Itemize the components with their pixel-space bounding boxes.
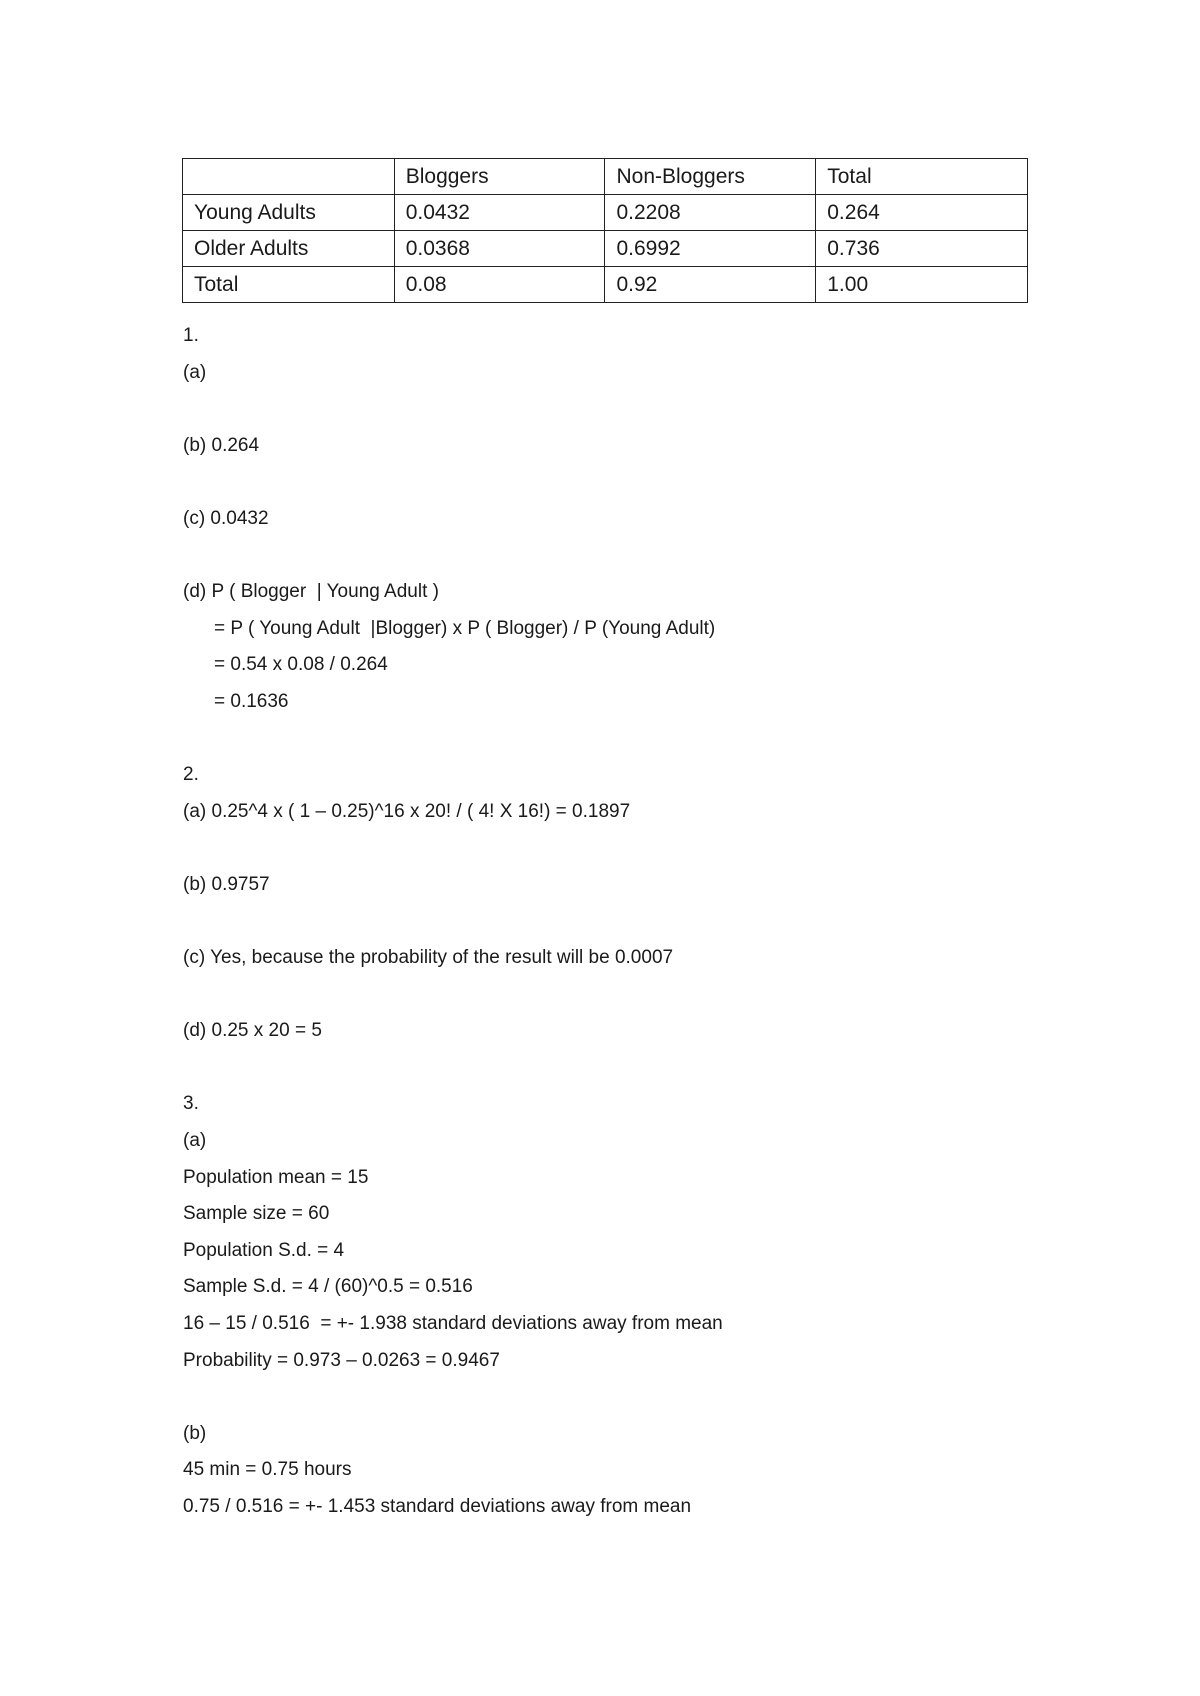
table-cell: Young Adults [183, 195, 395, 231]
text-line: 16 – 15 / 0.516 = +- 1.938 standard deviations away from mean [183, 1313, 723, 1335]
blank-line [183, 977, 1083, 1014]
blank-line [183, 391, 1083, 428]
text-line: Population S.d. = 4 [183, 1239, 345, 1261]
text-line: = P ( Young Adult |Blogger) x P ( Blogger) / P (Young Adult) [214, 617, 716, 639]
table-cell: 0.92 [605, 267, 816, 303]
text-line: (b) 0.9757 [183, 873, 270, 895]
text-line: (d) P ( Blogger | Young Adult ) [183, 581, 439, 603]
table-cell: Total [183, 267, 395, 303]
blank-line [183, 904, 1083, 941]
text-line: Sample size = 60 [183, 1203, 330, 1225]
table-cell: 1.00 [816, 267, 1028, 303]
text-line: (a) 0.25^4 x ( 1 – 0.25)^16 x 20! / ( 4! X 16!) = 0.1897 [183, 800, 631, 822]
text-line: 1. [183, 325, 199, 346]
text-line: = 0.1636 [214, 690, 289, 712]
text-line: 0.75 / 0.516 = +- 1.453 standard deviations away from mean [183, 1496, 692, 1517]
table-header-row [183, 159, 1028, 195]
table-cell: 0.2208 [605, 195, 816, 231]
text-line: Population mean = 15 [183, 1166, 369, 1188]
text-line: (c) Yes, because the probability of the result will be 0.0007 [183, 947, 674, 969]
blank-line [183, 464, 1083, 501]
table-cell [183, 159, 395, 195]
text-line: (b) 0.264 [183, 434, 260, 456]
table-cell: Older Adults [183, 231, 395, 267]
text-line: (b) [183, 1422, 207, 1444]
text-line: (a) [183, 1130, 207, 1152]
table-row [183, 231, 1028, 267]
answer-text-body [183, 318, 1083, 1526]
table-cell: 0.0368 [394, 231, 605, 267]
blank-line [183, 1379, 1083, 1416]
text-line: (d) 0.25 x 20 = 5 [183, 1020, 322, 1042]
table-row [183, 195, 1028, 231]
table-cell: 0.264 [816, 195, 1028, 231]
table-cell: 0.08 [394, 267, 605, 303]
text-line: (c) 0.0432 [183, 507, 269, 529]
table-cell: Total [816, 159, 1028, 195]
table-row [183, 267, 1028, 303]
text-line: 2. [183, 764, 199, 786]
probability-table [182, 158, 1028, 303]
text-line: Probability = 0.973 – 0.0263 = 0.9467 [183, 1349, 500, 1371]
text-line: (a) [183, 361, 207, 383]
table-cell: 0.736 [816, 231, 1028, 267]
table-cell: 0.6992 [605, 231, 816, 267]
blank-line [183, 721, 1083, 758]
table-cell: Bloggers [394, 159, 605, 195]
blank-line [183, 538, 1083, 575]
blank-line [183, 830, 1083, 867]
text-line: 3. [183, 1093, 199, 1115]
text-line: 45 min = 0.75 hours [183, 1459, 352, 1481]
text-line: Sample S.d. = 4 / (60)^0.5 = 0.516 [183, 1276, 473, 1298]
blank-line [183, 1050, 1083, 1087]
table-cell: 0.0432 [394, 195, 605, 231]
table-cell: Non-Bloggers [605, 159, 816, 195]
text-line: = 0.54 x 0.08 / 0.264 [214, 654, 388, 676]
